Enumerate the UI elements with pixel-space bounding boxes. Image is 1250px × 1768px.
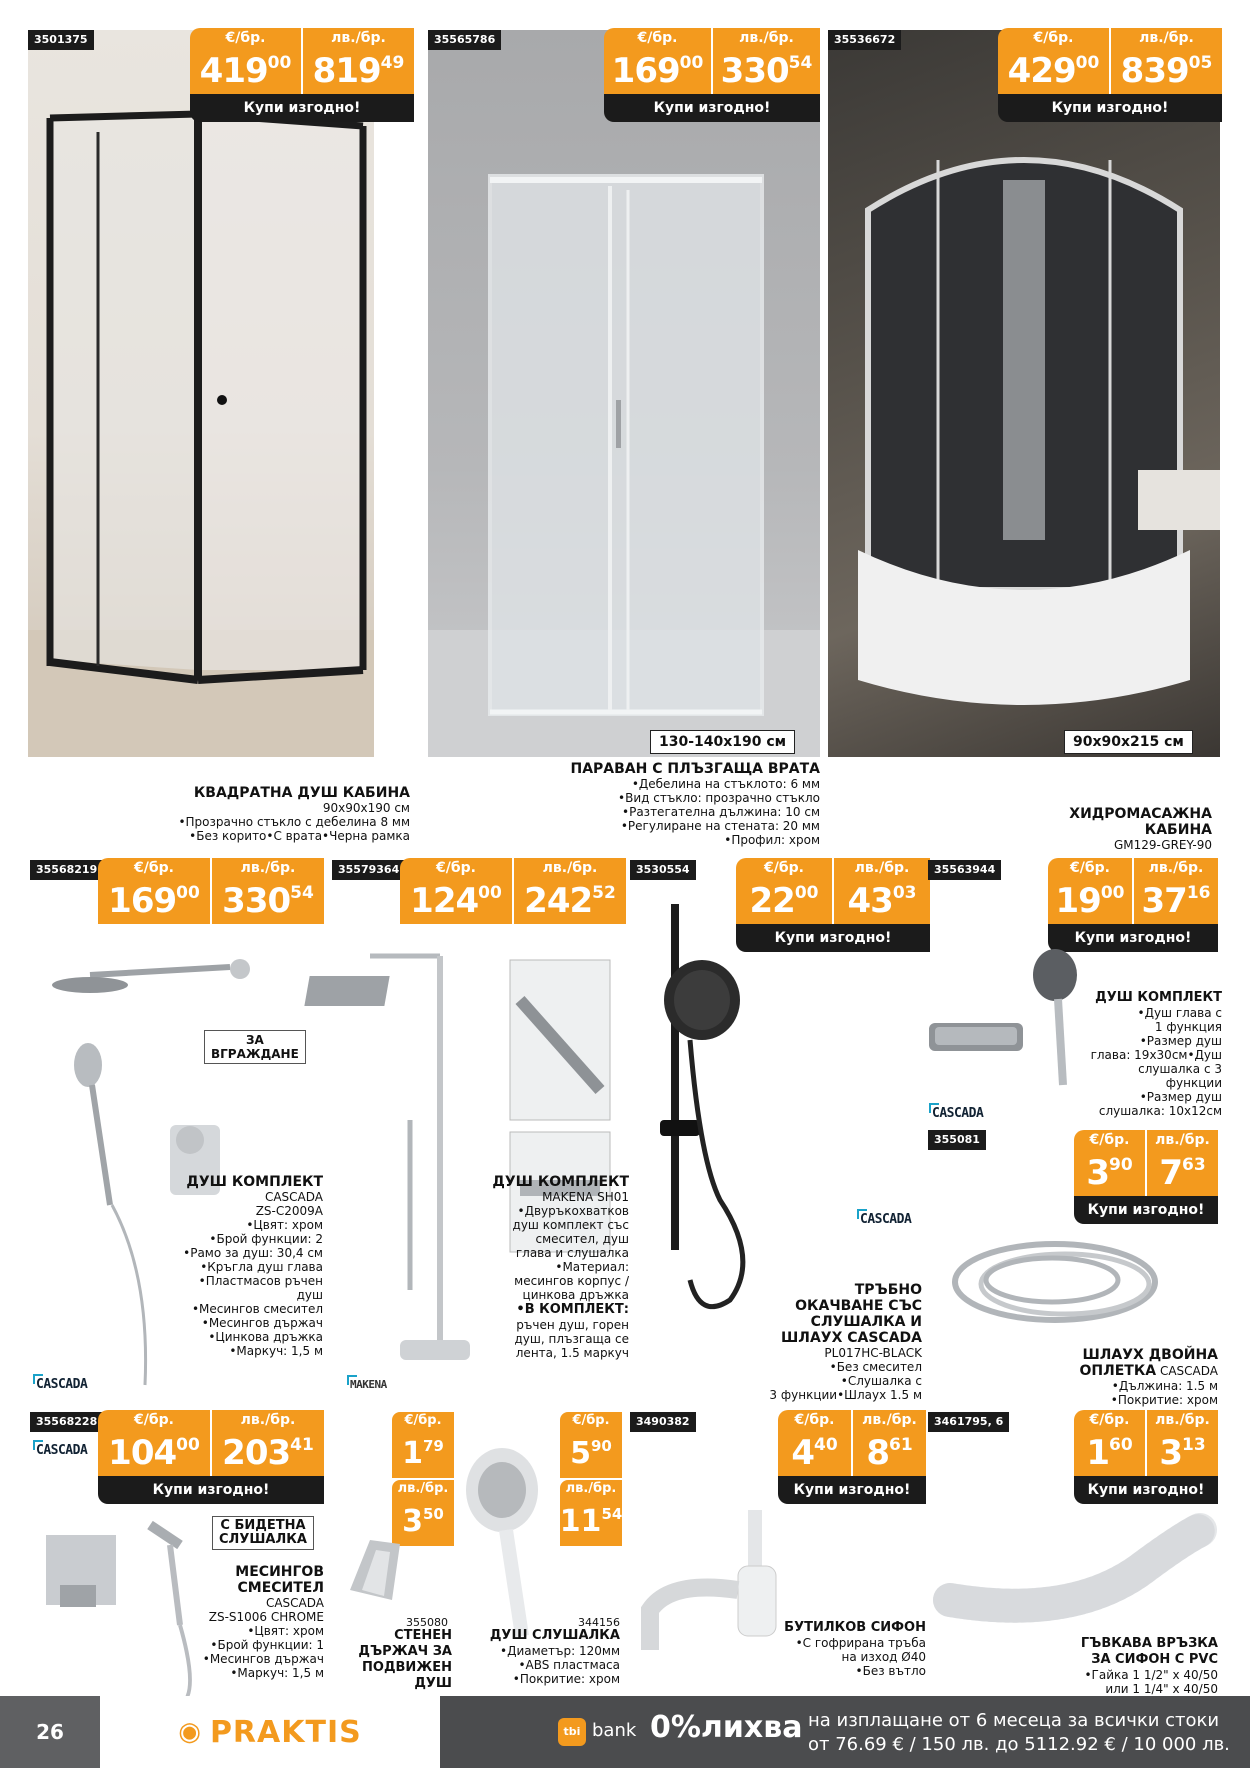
price-lv (1109, 28, 1222, 94)
price-eur (98, 858, 210, 924)
price-unit: лв./бр. (542, 860, 598, 876)
price-block (1048, 858, 1218, 924)
spec-line: •Без корито•С врата•Черна рамка (189, 829, 410, 843)
price-unit: €/бр. (794, 1412, 835, 1428)
price-unit: €/бр. (134, 1412, 174, 1428)
price-lv (512, 858, 626, 924)
product-description (760, 1282, 922, 1402)
price-value: $1^{79}$ (402, 1436, 444, 1471)
spec-line: слушалка с 3 (1138, 1062, 1222, 1076)
price-block (190, 28, 414, 94)
spec-line: •Покритие: хром (1110, 1393, 1218, 1407)
dimension-label: 90x90x215 см (1064, 730, 1193, 754)
footer (0, 1696, 1250, 1768)
price-block-eur (392, 1412, 454, 1478)
price-value: $330^{54}$ (720, 51, 813, 91)
price-block (778, 1410, 926, 1476)
product-code: 35568228 (30, 1412, 103, 1432)
spec-line: цинкова дръжка (522, 1288, 629, 1302)
price-lv (1145, 1130, 1218, 1196)
price-eur (98, 1410, 210, 1476)
shower-hose-drawing (940, 1222, 1170, 1342)
spec-line: •Размер душ (1139, 1090, 1222, 1104)
price-unit: €/бр. (436, 860, 476, 876)
price-value: $203^{41}$ (222, 1433, 314, 1473)
product-title: СМЕСИТЕЛ (237, 1580, 324, 1596)
hand-shower-drawing (462, 1440, 562, 1640)
price-lv (210, 858, 324, 924)
buy-button[interactable]: Купи изгодно! (1074, 1196, 1218, 1224)
price-unit: лв./бр. (1139, 30, 1194, 46)
price-lv (711, 28, 820, 94)
price-value: $19^{00}$ (1055, 881, 1125, 921)
hydromassage-cabin-drawing (828, 30, 1220, 757)
price-value: $104^{00}$ (108, 1433, 200, 1473)
price-eur (400, 858, 512, 924)
flexible-pipe-drawing (930, 1510, 1220, 1630)
buy-button[interactable]: Купи изгодно! (1074, 1476, 1218, 1504)
price-eur (1048, 858, 1132, 924)
shower-rail-drawing (630, 900, 780, 1340)
price-value: $429^{00}$ (1007, 51, 1100, 91)
buy-button[interactable]: Купи изгодно! (604, 94, 820, 122)
price-unit: €/бр. (1033, 30, 1074, 46)
product-code-small: 344156 (578, 1616, 620, 1629)
price-block-lv (560, 1480, 622, 1546)
bidet-note: С БИДЕТНА СЛУШАЛКА (212, 1516, 314, 1550)
price-eur (190, 28, 301, 94)
included-title: •В КОМПЛЕКТ: (516, 1302, 629, 1317)
price-value: $11^{54}$ (559, 1504, 623, 1539)
price-unit: €/бр. (134, 860, 174, 876)
price-value: $839^{05}$ (1120, 51, 1213, 91)
product-title: ТРЪБНО (854, 1282, 922, 1298)
price-eur (998, 28, 1109, 94)
product-description (330, 1628, 452, 1692)
buy-button[interactable]: Купи изгодно! (98, 1476, 324, 1504)
shower-head-set-drawing (925, 945, 1085, 1085)
spec-line: 1 функция (1154, 1020, 1222, 1034)
price-unit: €/бр. (764, 860, 804, 876)
spec-line: 90x90x190 см (322, 801, 410, 815)
product-code: 35579364 (332, 860, 405, 880)
price-unit: €/бр. (404, 1413, 442, 1428)
spec-line: •Материал: (555, 1260, 629, 1274)
price-block (1074, 1130, 1218, 1196)
price-block (1074, 1410, 1218, 1476)
spec-line: смесител, душ (535, 1232, 629, 1246)
spec-line: •Месингов държач (202, 1652, 324, 1666)
product-title: КВАДРАТНА ДУШ КАБИНА (193, 785, 410, 801)
product-code: 35568219 (30, 860, 103, 880)
price-lv (832, 858, 930, 924)
brand-logo-cascada: CASCADA (932, 1106, 984, 1121)
price-lv (1145, 1410, 1218, 1476)
spec-line: •Брой функции: 1 (210, 1638, 324, 1652)
product-description (960, 1347, 1218, 1407)
spec-line: •Профил: хром (724, 833, 820, 847)
product-description (160, 1174, 323, 1358)
spec-line: •Прозрачно стъкло с дебелина 8 мм (178, 815, 410, 829)
spec-line: •Без вътло (855, 1664, 926, 1678)
spec-line: •ABS пластмаса (518, 1658, 620, 1672)
product-description (960, 1636, 1218, 1696)
price-value: $124^{00}$ (410, 881, 502, 921)
product-title: КАБИНА (1144, 822, 1212, 838)
price-unit: €/бр. (225, 30, 266, 46)
price-unit: €/бр. (1089, 1412, 1130, 1428)
product-title: ОКАЧВАНЕ СЪС (795, 1298, 922, 1314)
price-value: $3^{50}$ (402, 1504, 444, 1539)
price-value: $3^{13}$ (1159, 1433, 1206, 1473)
product-code: 35565786 (428, 30, 501, 50)
product-code: 3530554 (630, 860, 696, 880)
zero-interest: 0%лихва (650, 1710, 803, 1745)
spec-line: •Месингов смесител (191, 1302, 323, 1316)
price-value: $330^{54}$ (222, 881, 314, 921)
product-title: ШЛАУХ CASCADA (781, 1330, 922, 1346)
product-title: ГЪВКАВА ВРЪЗКА (1080, 1636, 1218, 1651)
spec-line: •Покритие: хром (512, 1672, 620, 1686)
buy-button[interactable]: Купи изгодно! (1048, 924, 1218, 952)
product-description (520, 761, 820, 847)
price-lv (301, 28, 414, 94)
spec-line: •Размер душ (1139, 1034, 1222, 1048)
price-unit: €/бр. (637, 30, 678, 46)
product-code: 3461795, 6 (928, 1412, 1009, 1432)
spec-line: •Без смесител (829, 1360, 922, 1374)
price-value: $819^{49}$ (312, 51, 405, 91)
spec-line: душ комплект със (512, 1218, 629, 1232)
spec-line: •Двуръкохватков (517, 1204, 629, 1218)
price-lv (210, 1410, 324, 1476)
product-title: ХИДРОМАСАЖНА (1069, 806, 1212, 822)
spec-line: ръчен душ, горен (516, 1318, 629, 1332)
shower-cabin-drawing (28, 30, 374, 757)
product-description (1082, 990, 1222, 1118)
price-unit: лв./бр. (240, 860, 296, 876)
product-title: БУТИЛКОВ СИФОН (784, 1620, 926, 1635)
spec-line: 3 функции•Шлаух 1.5 м (769, 1388, 922, 1402)
praktis-logo-text: PRAKTIS (209, 1714, 362, 1750)
price-value: $22^{00}$ (749, 881, 819, 921)
product-title: ДУШ КОМПЛЕКТ (492, 1174, 629, 1190)
spec-line: •Месингов държач (201, 1316, 323, 1330)
product-title: ДУШ КОМПЛЕКТ (1095, 990, 1222, 1005)
spec-line: •Вид стъкло: прозрачно стъкло (618, 791, 820, 805)
price-block (98, 858, 324, 924)
promo-banner (440, 1696, 1250, 1768)
product-description (740, 1620, 926, 1678)
spec-line: •Пластмасов ръчен (198, 1274, 323, 1288)
price-block (604, 28, 820, 94)
spec-line: душ (296, 1288, 323, 1302)
price-unit: лв./бр. (1155, 1412, 1210, 1428)
spec-line: месингов корпус / (514, 1274, 629, 1288)
sliding-door-drawing (428, 30, 820, 757)
spec-line: •Кръгла душ глава (200, 1260, 323, 1274)
spec-line: CASCADA (264, 1190, 323, 1204)
price-value: $8^{61}$ (866, 1433, 913, 1473)
price-value: $5^{90}$ (570, 1436, 612, 1471)
spec-line: •Цвят: хром (247, 1624, 324, 1638)
spec-line: •Дължина: 1.5 м (1111, 1379, 1218, 1393)
product-description (468, 1628, 620, 1686)
price-value: $242^{52}$ (524, 881, 616, 921)
page-number: 26 (0, 1696, 100, 1768)
spec-line: на изход Ø40 (841, 1650, 926, 1664)
tbi-bank-icon: tbi (558, 1718, 586, 1746)
spec-line: или 1 1/4" x 40/50 (1105, 1682, 1218, 1696)
praktis-logo-icon: ◉ (178, 1717, 202, 1747)
spec-line: •Дебелина на стъклото: 6 мм (631, 777, 820, 791)
spec-line: GM129-GREY-90 (1113, 838, 1212, 852)
spec-line: ZS-S1006 CHROME (208, 1610, 324, 1624)
spec-line: •Цвят: хром (246, 1218, 323, 1232)
spec-line: •Душ глава с (1137, 1006, 1222, 1020)
price-value: $4^{40}$ (791, 1433, 838, 1473)
spec-line: •Цинкова дръжка (208, 1330, 323, 1344)
price-unit: лв./бр. (1148, 860, 1204, 876)
spec-line: •С гофрирана тръба (795, 1636, 926, 1650)
bank-text: bank (592, 1720, 637, 1741)
product-title: ДУШ КОМПЛЕКТ (186, 1174, 323, 1190)
product-code-small: 355080 (406, 1616, 448, 1629)
spec-line: •Брой функции: 2 (209, 1232, 323, 1246)
price-eur (1074, 1130, 1145, 1196)
product-title: СТЕНЕН (394, 1628, 452, 1643)
product-photo-shower-cabin-square (28, 30, 374, 757)
price-value: $169^{00}$ (108, 881, 200, 921)
product-code: 35536672 (828, 30, 901, 50)
price-unit: €/бр. (1089, 1132, 1130, 1148)
product-title: СЛУШАЛКА И (810, 1314, 922, 1330)
dimension-label: 130-140x190 см (650, 730, 795, 754)
spec-line: слушалка: 10x12см (1098, 1104, 1222, 1118)
spec-line: •Разтегателна дължина: 10 см (622, 805, 820, 819)
price-unit: лв./бр. (331, 30, 386, 46)
brand-logo-makena: MAKENA (350, 1378, 387, 1391)
price-unit: лв./бр. (739, 30, 794, 46)
install-note: ЗА ВГРАЖДАНЕ (204, 1030, 306, 1064)
price-unit: лв./бр. (240, 1412, 296, 1428)
price-unit: лв./бр. (565, 1481, 617, 1496)
price-block (98, 1410, 324, 1476)
price-lv (851, 1410, 926, 1476)
brand-logo-cascada: CASCADA (36, 1377, 88, 1392)
spec-line: •Маркуч: 1,5 м (229, 1344, 323, 1358)
product-code: 355081 (928, 1130, 986, 1150)
promo-line-1: на изплащане от 6 месеца за всички стоки (808, 1710, 1220, 1731)
spec-line: •Слушалка с (840, 1374, 922, 1388)
spec-line: PL017HC-BLACK (824, 1346, 922, 1360)
spec-line: •Диаметър: 120мм (500, 1644, 620, 1658)
price-value: $3^{90}$ (1086, 1153, 1133, 1193)
spec-line: •Рамо за душ: 30,4 см (183, 1246, 323, 1260)
price-block (998, 28, 1222, 94)
product-title: ДУШ СЛУШАЛКА (489, 1628, 620, 1643)
price-unit: лв./бр. (862, 1412, 917, 1428)
spec-line: душ, плъзгаща се (514, 1332, 629, 1346)
price-unit: €/бр. (1070, 860, 1110, 876)
spec-line: CASCADA (265, 1596, 324, 1610)
product-photo-sliding-door (428, 30, 820, 757)
product-description (474, 1174, 629, 1360)
spec-line: MAKENA SH01 (542, 1190, 629, 1204)
spec-line: ZS-C2009A (255, 1204, 323, 1218)
promo-line-2: от 76.69 € / 150 лв. до 5112.92 € / 10 000 лв. (808, 1734, 1230, 1755)
price-value: $169^{00}$ (611, 51, 704, 91)
spec-line: •Гайка 1 1/2" x 40/50 (1084, 1668, 1218, 1682)
price-eur (778, 1410, 851, 1476)
product-title: ШЛАУХ ДВОЙНА (1082, 1347, 1218, 1363)
product-code: 35563944 (928, 860, 1001, 880)
spec-line: лента, 1.5 маркуч (515, 1346, 629, 1360)
product-title: МЕСИНГОВ (235, 1564, 324, 1580)
price-unit: лв./бр. (397, 1481, 449, 1496)
price-value: $1^{60}$ (1086, 1433, 1133, 1473)
price-value: $7^{63}$ (1159, 1153, 1206, 1193)
product-title: ПАРАВАН С ПЛЪЗГАЩА ВРАТА (570, 761, 820, 777)
buy-button[interactable]: Купи изгодно! (736, 924, 930, 952)
price-value: $419^{00}$ (199, 51, 292, 91)
product-code: 3490382 (630, 1412, 696, 1432)
product-title: ЗА СИФОН С PVC (1091, 1652, 1218, 1667)
product-title: ПОДВИЖЕН (362, 1660, 452, 1675)
price-unit: лв./бр. (1155, 1132, 1210, 1148)
price-unit: лв./бр. (854, 860, 910, 876)
price-lv (1132, 858, 1218, 924)
product-brand-text: CASCADA (1159, 1364, 1218, 1378)
product-description (140, 785, 410, 843)
product-title: ДЪРЖАЧ ЗА (358, 1644, 452, 1659)
price-block-eur (560, 1412, 622, 1478)
product-photo-hydromassage-cabin (828, 30, 1220, 757)
price-value: $37^{16}$ (1141, 881, 1211, 921)
spec-line: •Регулиране на стената: 20 мм (620, 819, 820, 833)
price-eur (604, 28, 711, 94)
buy-button[interactable]: Купи изгодно! (998, 94, 1222, 122)
product-title: ДУШ (414, 1676, 452, 1691)
price-value: $43^{03}$ (847, 881, 917, 921)
spec-line: глава и слушалка (515, 1246, 629, 1260)
product-description (180, 1564, 324, 1680)
price-eur (1074, 1410, 1145, 1476)
brand-logo-cascada: CASCADA (860, 1212, 912, 1227)
price-unit: €/бр. (572, 1413, 610, 1428)
product-description (1000, 806, 1212, 852)
product-code: 3501375 (28, 30, 94, 50)
buy-button[interactable]: Купи изгодно! (778, 1476, 926, 1504)
spec-line: •Маркуч: 1,5 м (230, 1666, 324, 1680)
praktis-logo (100, 1696, 440, 1768)
buy-button[interactable]: Купи изгодно! (190, 94, 414, 122)
spec-line: функции (1165, 1076, 1222, 1090)
price-block (400, 858, 626, 924)
product-title: ОПЛЕТКА (1079, 1363, 1157, 1379)
spec-line: глава: 19x30см•Душ (1090, 1048, 1222, 1062)
wall-holder-drawing (340, 1530, 410, 1610)
brand-logo-cascada: CASCADA (36, 1443, 88, 1458)
